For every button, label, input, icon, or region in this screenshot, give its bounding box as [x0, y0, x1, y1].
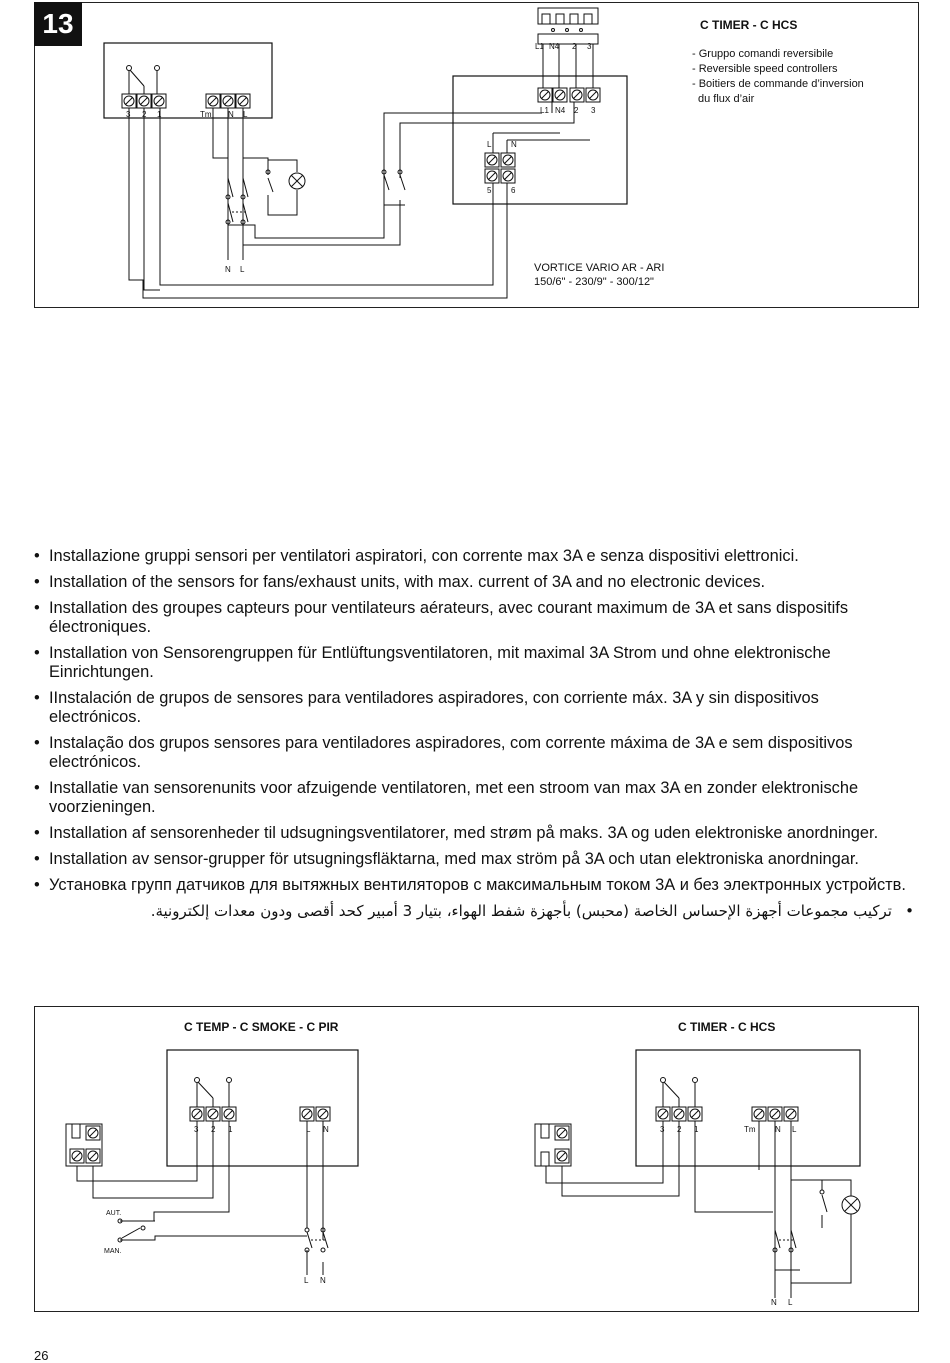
- terminal-label: 2: [574, 106, 579, 115]
- terminal-label: Tm: [744, 1125, 756, 1134]
- terminal-label: L: [243, 110, 248, 119]
- bottom-left-title: C TEMP - C SMOKE - C PIR: [184, 1020, 339, 1034]
- supply-label: N: [225, 265, 231, 274]
- terminal-label: 1: [694, 1125, 699, 1134]
- indicator-lamp-top: [289, 173, 305, 189]
- terminal-label: 5: [487, 186, 492, 195]
- terminal-label: 1: [228, 1125, 233, 1134]
- terminal-label: 2: [677, 1125, 682, 1134]
- instruction-pt: • Instalação dos grupos sensores para ventiladores aspiradores, com corrente máxima de 3A e sem dispositivos electrónicos.: [34, 734, 914, 772]
- terminal-label: 3: [660, 1125, 665, 1134]
- instruction-de: • Installation von Sensorengruppen für Entlüftungsventilatoren, mit maximal 3A Strom und ohne elektronische Einrichtungen.: [34, 644, 914, 682]
- supply-label: N: [320, 1276, 326, 1285]
- supply-label: L: [788, 1298, 793, 1307]
- top-description-3: - Boitiers de commande d’inversion: [692, 78, 864, 90]
- top-diagram-title: C TIMER - C HCS: [700, 18, 798, 32]
- instruction-it: • Installazione gruppi sensori per ventilatori aspiratori, con corrente max 3A e senza dispositivi elettronici.: [34, 547, 914, 566]
- supply-label: L: [240, 265, 245, 274]
- instruction-fr: • Installation des groupes capteurs pour ventilateurs aérateurs, avec courant maximum de 3A et sans dispositifs électroniques.: [34, 599, 914, 637]
- aut-label: AUT.: [106, 1210, 122, 1217]
- terminal-label: 3: [194, 1125, 199, 1134]
- circuit-wires-top: [129, 102, 590, 298]
- terminal-label: N: [511, 140, 517, 149]
- terminal-label: Tm: [200, 110, 212, 119]
- terminal-label: N: [228, 110, 234, 119]
- bottom-right-title: C TIMER - C HCS: [678, 1020, 776, 1034]
- page-number: 26: [34, 1348, 49, 1363]
- instruction-en: • Installation of the sensors for fans/exhaust units, with max. current of 3A and no electronic devices.: [34, 573, 914, 592]
- terminal-label: L: [487, 140, 492, 149]
- terminal-label: 2: [142, 110, 147, 119]
- terminal-label: 3: [591, 106, 596, 115]
- terminal-label: N: [323, 1125, 329, 1134]
- terminal-label: 3: [587, 42, 592, 51]
- power-terminal-block-top: [206, 94, 250, 108]
- top-description-4: du flux d’air: [698, 93, 755, 105]
- instruction-ru: • Установка групп датчиков для вытяжных вентиляторов с максимальным током 3А и без электронных устройств.: [34, 876, 914, 895]
- terminal-label: 1: [157, 110, 162, 119]
- terminal-label: L1: [535, 42, 544, 51]
- terminal-label: N4: [555, 106, 566, 115]
- relay-contact-top: [127, 66, 160, 95]
- terminal-label: L: [306, 1125, 311, 1134]
- instruction-sv: • Installation av sensor-grupper för utsugningsfläktarna, med max ström på 3A och utan elektroniska anordningar.: [34, 850, 914, 869]
- figure-number-badge: 13: [34, 2, 82, 46]
- terminal-label: N4: [549, 42, 560, 51]
- supply-label: L: [304, 1276, 309, 1285]
- sensor-terminal-block-top: [122, 94, 166, 108]
- supply-label: N: [771, 1298, 777, 1307]
- terminal-label: 3: [126, 110, 131, 119]
- instruction-ar: • تركيب مجموعات أجهزة الإحساس الخاصة (محبس) بأجهزة شفط الهواء، بتيار 3 أمبير كحد أقصى ودون معدات إلكترونية.: [34, 902, 914, 921]
- terminal-label: L1: [540, 106, 549, 115]
- double-pole-switch-top: [226, 178, 248, 224]
- man-label: MAN.: [104, 1248, 122, 1255]
- terminal-label: 2: [572, 42, 577, 51]
- instruction-da: • Installation af sensorenheder til udsugningsventilatorer, med strøm på maks. 3A og uden elektroniske anordninger.: [34, 824, 914, 843]
- top-description-2: - Reversible speed controllers: [692, 63, 838, 75]
- fan-model-sizes: 150/6" - 230/9" - 300/12": [534, 276, 654, 288]
- terminal-label: 6: [511, 186, 516, 195]
- instruction-nl: • Installatie van sensorenunits voor afzuigende ventilatoren, met een stroom van max 3A en zonder elektronische voorzieningen.: [34, 779, 914, 817]
- terminal-label: L: [792, 1125, 797, 1134]
- terminal-label: N: [775, 1125, 781, 1134]
- fan-model-name: VORTICE VARIO AR - ARI: [534, 262, 665, 274]
- terminal-label: 2: [211, 1125, 216, 1134]
- lower-terminal-strip-top: [538, 88, 600, 102]
- installation-instructions: [34, 547, 914, 928]
- top-description-1: - Gruppo comandi reversibile: [692, 48, 834, 60]
- wiring-diagram-bottom: [34, 1006, 919, 1312]
- motor-terminal-block-top: [485, 153, 515, 183]
- upper-terminal-strip-top: [538, 8, 598, 44]
- instruction-es: • IInstalación de grupos de sensores para ventiladores aspiradores, con corriente máx. 3A y sin dispositivos electrónicos.: [34, 689, 914, 727]
